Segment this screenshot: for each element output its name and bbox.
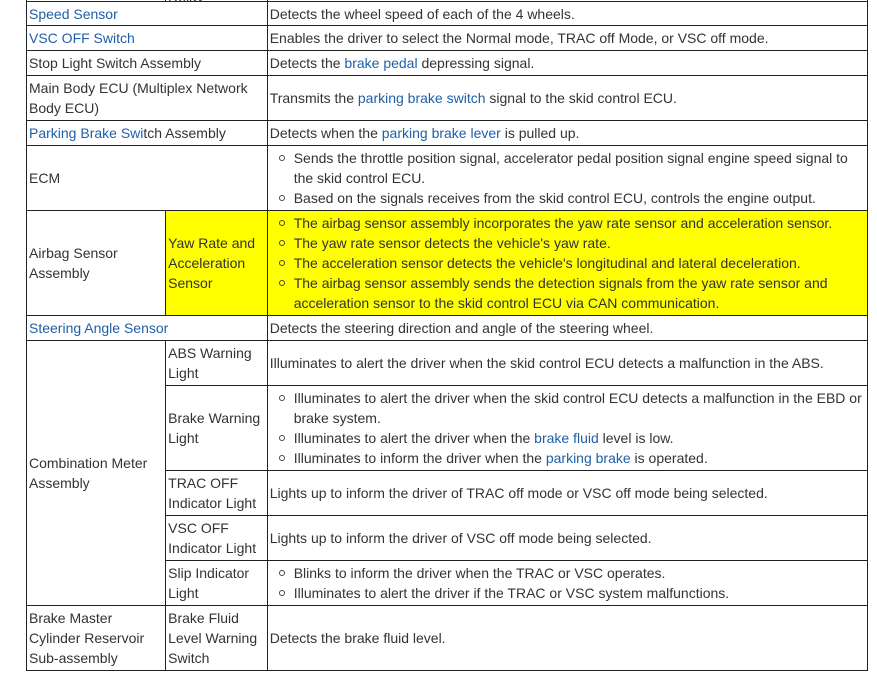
steering-desc: Detects the steering direction and angle of the steering wheel.: [267, 316, 867, 341]
table-row: [27, 2, 868, 26]
table-row: [27, 121, 868, 146]
airbag-name: Airbag Sensor Assembly: [27, 211, 166, 316]
brake-master-name: Brake Master Cylinder Reservoir Sub-assembly: [27, 606, 166, 671]
brake-pedal-link[interactable]: brake pedal: [344, 55, 418, 71]
brake-fluid-link[interactable]: brake fluid: [534, 430, 599, 446]
ecm-bullet-list: [270, 148, 865, 208]
trac-off-indicator-desc: Lights up to inform the driver of TRAC off mode or VSC off mode being selected.: [267, 471, 867, 516]
parking-brake-desc: Detects when the parking brake lever is pulled up.: [267, 121, 867, 146]
list-item: Blinks to inform the driver when the TRAC or VSC operates.: [294, 563, 865, 583]
stop-light-name: Stop Light Switch Assembly: [27, 51, 268, 76]
brake-master-desc: Detects the brake fluid level.: [267, 606, 867, 671]
abs-warning-light-name: ABS Warning Light: [166, 341, 268, 386]
airbag-bullet-list: [270, 213, 865, 313]
parking-brake-lever-link[interactable]: parking brake lever: [381, 125, 501, 141]
list-item: Illuminates to alert the driver when the brake fluid level is low.: [294, 428, 865, 448]
main-body-ecu-name: Main Body ECU (Multiplex Network Body ECU): [27, 76, 268, 121]
component-table: [26, 0, 868, 671]
parking-brake-switch-link[interactable]: parking brake switch: [357, 90, 486, 106]
list-item: Based on the signals receives from the skid control ECU, controls the engine output.: [294, 188, 865, 208]
vsc-off-indicator-desc: Lights up to inform the driver of VSC off mode being selected.: [267, 516, 867, 561]
table-row: [27, 211, 868, 316]
list-item: The acceleration sensor detects the vehicle's longitudinal and lateral deceleration.: [294, 253, 865, 273]
table-row: [27, 51, 868, 76]
abs-warning-light-desc: Illuminates to alert the driver when the skid control ECU detects a malfunction in the ABS.: [267, 341, 867, 386]
airbag-desc: [267, 211, 867, 316]
list-item: The airbag sensor assembly incorporates the yaw rate sensor and acceleration sensor.: [294, 213, 865, 233]
table-row: [27, 606, 868, 671]
speed-sensor-link[interactable]: Speed Sensor: [29, 5, 118, 22]
slip-indicator-desc: [267, 561, 867, 606]
table-row: [27, 26, 868, 51]
yaw-rate-sensor-name: Yaw Rate and Acceleration Sensor: [166, 211, 268, 316]
brake-warning-light-name: Brake Warning Light: [166, 386, 268, 471]
parking-brake-switch-assembly-link[interactable]: Parking Brake Swi: [29, 125, 144, 141]
ecm-desc: [267, 146, 867, 211]
slip-bullet-list: [270, 563, 865, 603]
ecm-name: ECM: [27, 146, 268, 211]
main-body-ecu-desc: Transmits the parking brake switch signal to the skid control ECU.: [267, 76, 867, 121]
relay-fragment: [168, 0, 265, 1]
slip-indicator-name: Slip Indicator Light: [166, 561, 268, 606]
table-row: [27, 146, 868, 211]
list-item: Sends the throttle position signal, accelerator pedal position signal engine speed signal to the skid control ECU.: [294, 148, 865, 188]
brake-fluid-switch-name: Brake Fluid Level Warning Switch: [166, 606, 268, 671]
trac-off-indicator-name: TRAC OFF Indicator Light: [166, 471, 268, 516]
vsc-off-switch-link[interactable]: VSC OFF Switch: [29, 30, 135, 46]
combination-meter-name: Combination Meter Assembly: [27, 341, 166, 606]
vsc-off-indicator-name: VSC OFF Indicator Light: [166, 516, 268, 561]
list-item: The yaw rate sensor detects the vehicle's yaw rate.: [294, 233, 865, 253]
brake-warning-bullet-list: [270, 388, 865, 468]
list-item: The airbag sensor assembly sends the detection signals from the yaw rate sensor and acceleration sensor to the skid control ECU via CAN communication.: [294, 273, 865, 313]
table-row: [27, 316, 868, 341]
brake-warning-light-desc: [267, 386, 867, 471]
list-item: Illuminates to alert the driver if the TRAC or VSC system malfunctions.: [294, 583, 865, 603]
table-row: [27, 76, 868, 121]
vsc-off-switch-desc: Enables the driver to select the Normal mode, TRAC off Mode, or VSC off mode.: [267, 26, 867, 51]
steering-angle-sensor-link[interactable]: Steering Angle Sensor: [29, 320, 169, 336]
list-item: Illuminates to alert the driver when the skid control ECU detects a malfunction in the EBD or brake system.: [294, 388, 865, 428]
table-row: [27, 341, 868, 386]
parking-brake-link[interactable]: parking brake: [545, 450, 631, 466]
stop-light-desc: Detects the brake pedal depressing signal.: [267, 51, 867, 76]
list-item: Illuminates to inform the driver when the parking brake is operated.: [294, 448, 865, 468]
parking-brake-name: Parking Brake Switch Assembly: [27, 121, 268, 146]
table-container: [26, 0, 868, 671]
speed-sensor-desc: Detects the wheel speed of each of the 4 wheels.: [267, 2, 867, 26]
